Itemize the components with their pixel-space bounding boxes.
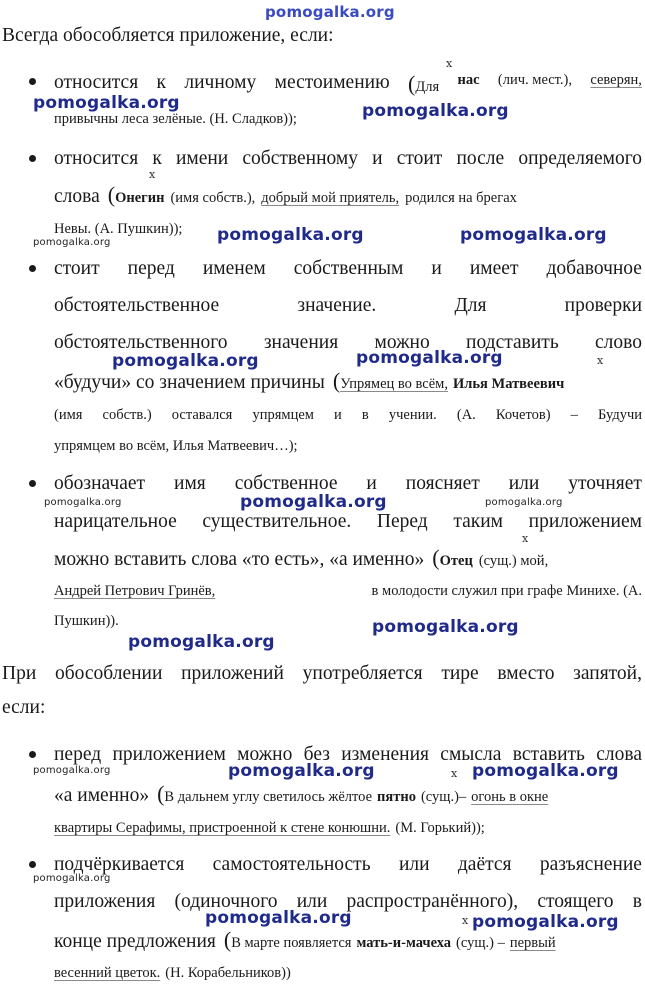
bullet6-line2: приложения (одиночного или распространённого), стоящего в <box>54 891 642 912</box>
bullet3-line2: обстоятельственное значение. Для проверки <box>54 295 642 316</box>
watermark: pomogalka.org <box>33 873 111 884</box>
bullet2-line3: Невы. (А. Пушкин)); <box>54 221 183 237</box>
watermark: pomogalka.org <box>205 908 352 928</box>
watermark: pomogalka.org <box>356 348 503 368</box>
watermark: pomogalka.org <box>217 225 364 245</box>
bullet4-line2: нарицательное существительное. Перед таким приложением <box>54 511 642 532</box>
bullet4-line3: можно вставить слова «то есть», «а именно» ( Отец (сущ.) мой, <box>54 545 549 570</box>
stress-mark: x <box>149 168 156 181</box>
watermark: pomogalka.org <box>128 632 275 652</box>
stress-mark: x <box>462 914 469 927</box>
bullet3-line4: «будучи» со значением причины ( Упрямец во всём, Илья Матвеевич <box>54 368 565 393</box>
bullet5-line3: квартиры Серафимы, пристроенной к стене конюшни. (М. Горький)); <box>54 820 485 836</box>
watermark: pomogalka.org <box>33 93 180 113</box>
bullet2-line1: относится к имени собственному и стоит после определяемого <box>54 148 642 169</box>
watermark: pomogalka.org <box>228 761 375 781</box>
watermark-top: pomogalka.org <box>265 3 395 21</box>
intro-text: Всегда обособляется приложение, если: <box>2 25 334 46</box>
para2-line2: если: <box>2 697 46 718</box>
stress-mark: x <box>522 532 529 545</box>
watermark: pomogalka.org <box>485 497 563 508</box>
bullet3-line3: обстоятельственного значения можно подставить слово <box>54 332 642 353</box>
bullet6-line4: весенний цветок. (Н. Корабельников)) <box>54 965 291 981</box>
bullet3-line6: упрямцем во всём, Илья Матвеевич…); <box>54 438 298 454</box>
bullet2-line2: слова ( Онегин (имя собств.), добрый мой приятель, родился на брегах <box>54 182 517 207</box>
bullet3-line1: стоит перед именем собственным и имеет добавочное <box>54 258 642 279</box>
stress-mark: x <box>451 767 458 780</box>
bullet5-line2: «а именно» ( В дальнем углу светилось жёлтое пятно (сущ.)– огонь в окне <box>54 781 549 806</box>
bullet4-line5: Пушкин)). <box>54 613 119 629</box>
watermark: pomogalka.org <box>472 912 619 932</box>
bullet3-line5: (имя собств.) оставался упрямцем и в учении. (А. Кочетов) – Будучи <box>54 407 642 423</box>
watermark: pomogalka.org <box>44 497 122 508</box>
bullet-dot <box>29 265 36 272</box>
bullet1-line2: привычны леса зелёные. (Н. Сладков)); <box>54 111 297 127</box>
bullet-dot <box>29 861 36 868</box>
watermark: pomogalka.org <box>240 492 387 512</box>
watermark: pomogalka.org <box>460 225 607 245</box>
bullet6-line1: подчёркивается самостоятельность или даётся разъяснение <box>54 854 642 875</box>
para2-line1: При обособлении приложений употребляется тире вместо запятой, <box>2 663 642 684</box>
bullet-dot <box>29 155 36 162</box>
bullet1-line1: относится к личному местоимению (Для нас (лич. мест.), северян, <box>54 71 642 96</box>
watermark: pomogalka.org <box>33 237 111 248</box>
watermark: pomogalka.org <box>112 351 259 371</box>
bullet4-line4: Андрей Петрович Гринёв, в молодости служил при графе Минихе. (А. <box>54 583 642 599</box>
stress-mark: x <box>446 57 453 70</box>
bullet-dot <box>29 751 36 758</box>
bullet4-line1: обозначает имя собственное и поясняет или уточняет <box>54 473 642 494</box>
watermark: pomogalka.org <box>33 765 111 776</box>
watermark: pomogalka.org <box>472 761 619 781</box>
bullet-dot <box>29 480 36 487</box>
bullet6-line3: конце предложения ( В марте появляется мать-и-мачеха (сущ.) – первый <box>54 927 556 952</box>
bullet-dot <box>29 78 36 85</box>
stress-mark: x <box>597 354 604 367</box>
watermark: pomogalka.org <box>362 101 509 121</box>
bullet5-line1: перед приложением можно без изменения смысла вставить слова <box>54 744 642 765</box>
watermark: pomogalka.org <box>372 617 519 637</box>
